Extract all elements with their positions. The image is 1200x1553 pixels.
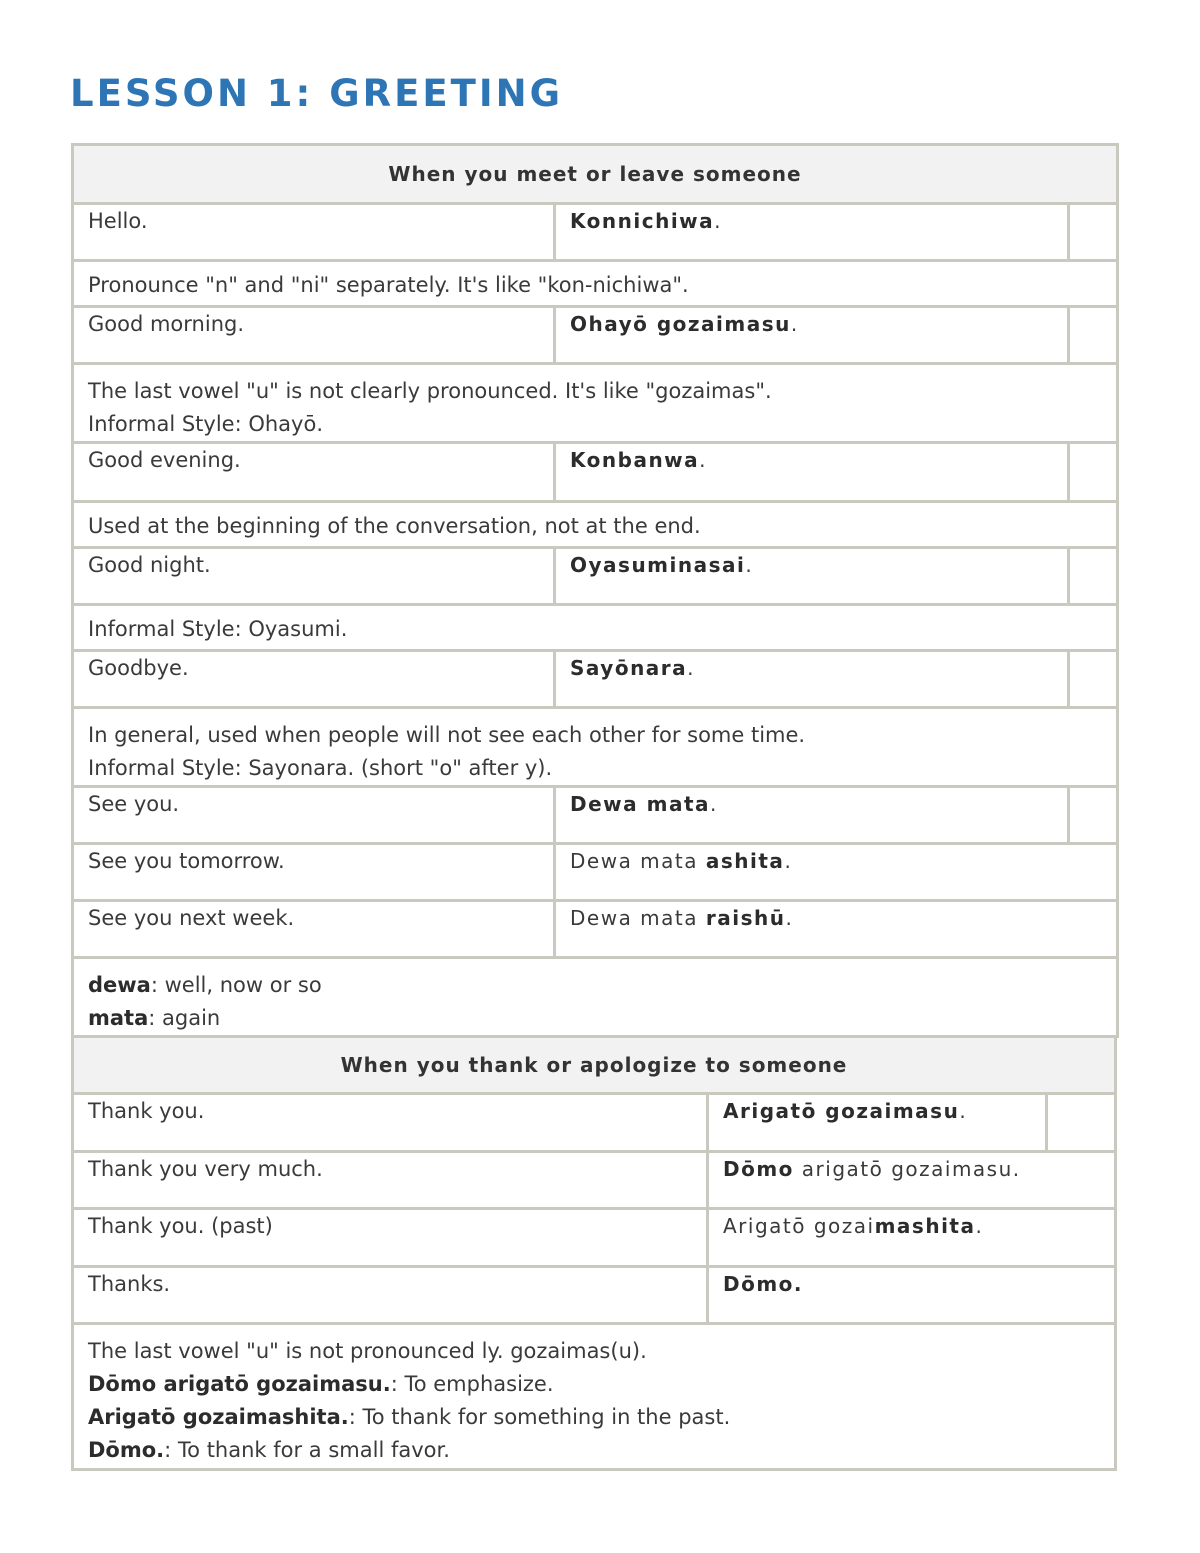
table-row bbox=[73, 651, 1118, 708]
english-phrase: Thank you. bbox=[73, 1094, 708, 1152]
japanese-phrase: Oyasuminasai. bbox=[555, 548, 1069, 605]
english-phrase: Good evening. bbox=[73, 443, 555, 502]
japanese-phrase: Dewa mata ashita. bbox=[555, 844, 1118, 901]
empty-cell bbox=[1069, 443, 1118, 502]
japanese-phrase: Konnichiwa. bbox=[555, 204, 1069, 261]
table-row bbox=[73, 204, 1118, 261]
usage-note-line: The last vowel "u" is not pronounced ly. gozaimas(u). bbox=[88, 1339, 647, 1363]
table-row bbox=[73, 443, 1118, 502]
empty-cell bbox=[1047, 1094, 1116, 1152]
usage-notes bbox=[73, 1324, 1116, 1470]
table-row bbox=[73, 787, 1118, 844]
table-row bbox=[73, 844, 1118, 901]
usage-note-line: Informal Style: Ohayō. bbox=[88, 412, 323, 436]
table-row bbox=[73, 901, 1118, 958]
usage-note-line: The last vowel "u" is not clearly pronounced. It's like "gozaimas". bbox=[88, 379, 772, 403]
usage-note-line: Informal Style: Sayonara. (short "o" after y). bbox=[88, 756, 553, 780]
usage-note: Used at the beginning of the conversation, not at the end. bbox=[73, 502, 1118, 548]
english-phrase: Good morning. bbox=[73, 307, 555, 364]
japanese-phrase: Arigatō gozaimashita. bbox=[708, 1209, 1116, 1267]
section-header: When you meet or leave someone bbox=[73, 145, 1118, 204]
vocab-line: dewa: well, now or so bbox=[88, 973, 322, 997]
japanese-phrase: Dōmo arigatō gozaimasu. bbox=[708, 1152, 1116, 1209]
greeting-table bbox=[71, 143, 1119, 1038]
japanese-phrase: Sayōnara. bbox=[555, 651, 1069, 708]
usage-note-line: Arigatō gozaimashita.: To thank for something in the past. bbox=[88, 1405, 731, 1429]
japanese-phrase: Dōmo. bbox=[708, 1267, 1116, 1324]
section-header: When you thank or apologize to someone bbox=[73, 1037, 1116, 1094]
english-phrase: Thank you. (past) bbox=[73, 1209, 708, 1267]
english-phrase: Thank you very much. bbox=[73, 1152, 708, 1209]
japanese-phrase: Konbanwa. bbox=[555, 443, 1069, 502]
thanks-table bbox=[71, 1035, 1117, 1471]
english-phrase: Good night. bbox=[73, 548, 555, 605]
empty-cell bbox=[1069, 787, 1118, 844]
usage-note-line: Dōmo.: To thank for a small favor. bbox=[88, 1438, 450, 1462]
japanese-phrase: Dewa mata. bbox=[555, 787, 1069, 844]
empty-cell bbox=[1069, 204, 1118, 261]
vocab-line: mata: again bbox=[88, 1006, 221, 1030]
english-phrase: See you tomorrow. bbox=[73, 844, 555, 901]
table-row bbox=[73, 1209, 1116, 1267]
usage-note bbox=[73, 364, 1118, 443]
empty-cell bbox=[1069, 651, 1118, 708]
empty-cell bbox=[1069, 548, 1118, 605]
usage-note: Informal Style: Oyasumi. bbox=[73, 605, 1118, 651]
japanese-phrase: Ohayō gozaimasu. bbox=[555, 307, 1069, 364]
table-row bbox=[73, 1267, 1116, 1324]
usage-note: Pronounce "n" and "ni" separately. It's like "kon-nichiwa". bbox=[73, 261, 1118, 307]
english-phrase: Goodbye. bbox=[73, 651, 555, 708]
vocabulary-note bbox=[73, 958, 1118, 1037]
table-row bbox=[73, 307, 1118, 364]
page-title: LESSON 1: GREETING bbox=[70, 72, 563, 115]
usage-note-line: Dōmo arigatō gozaimasu.: To emphasize. bbox=[88, 1372, 554, 1396]
table-row bbox=[73, 1152, 1116, 1209]
english-phrase: See you. bbox=[73, 787, 555, 844]
japanese-phrase: Dewa mata raishū. bbox=[555, 901, 1118, 958]
japanese-phrase: Arigatō gozaimasu. bbox=[708, 1094, 1047, 1152]
empty-cell bbox=[1069, 307, 1118, 364]
table-row bbox=[73, 1094, 1116, 1152]
english-phrase: Hello. bbox=[73, 204, 555, 261]
table-row bbox=[73, 548, 1118, 605]
usage-note bbox=[73, 708, 1118, 787]
english-phrase: Thanks. bbox=[73, 1267, 708, 1324]
english-phrase: See you next week. bbox=[73, 901, 555, 958]
usage-note-line: In general, used when people will not see each other for some time. bbox=[88, 723, 806, 747]
